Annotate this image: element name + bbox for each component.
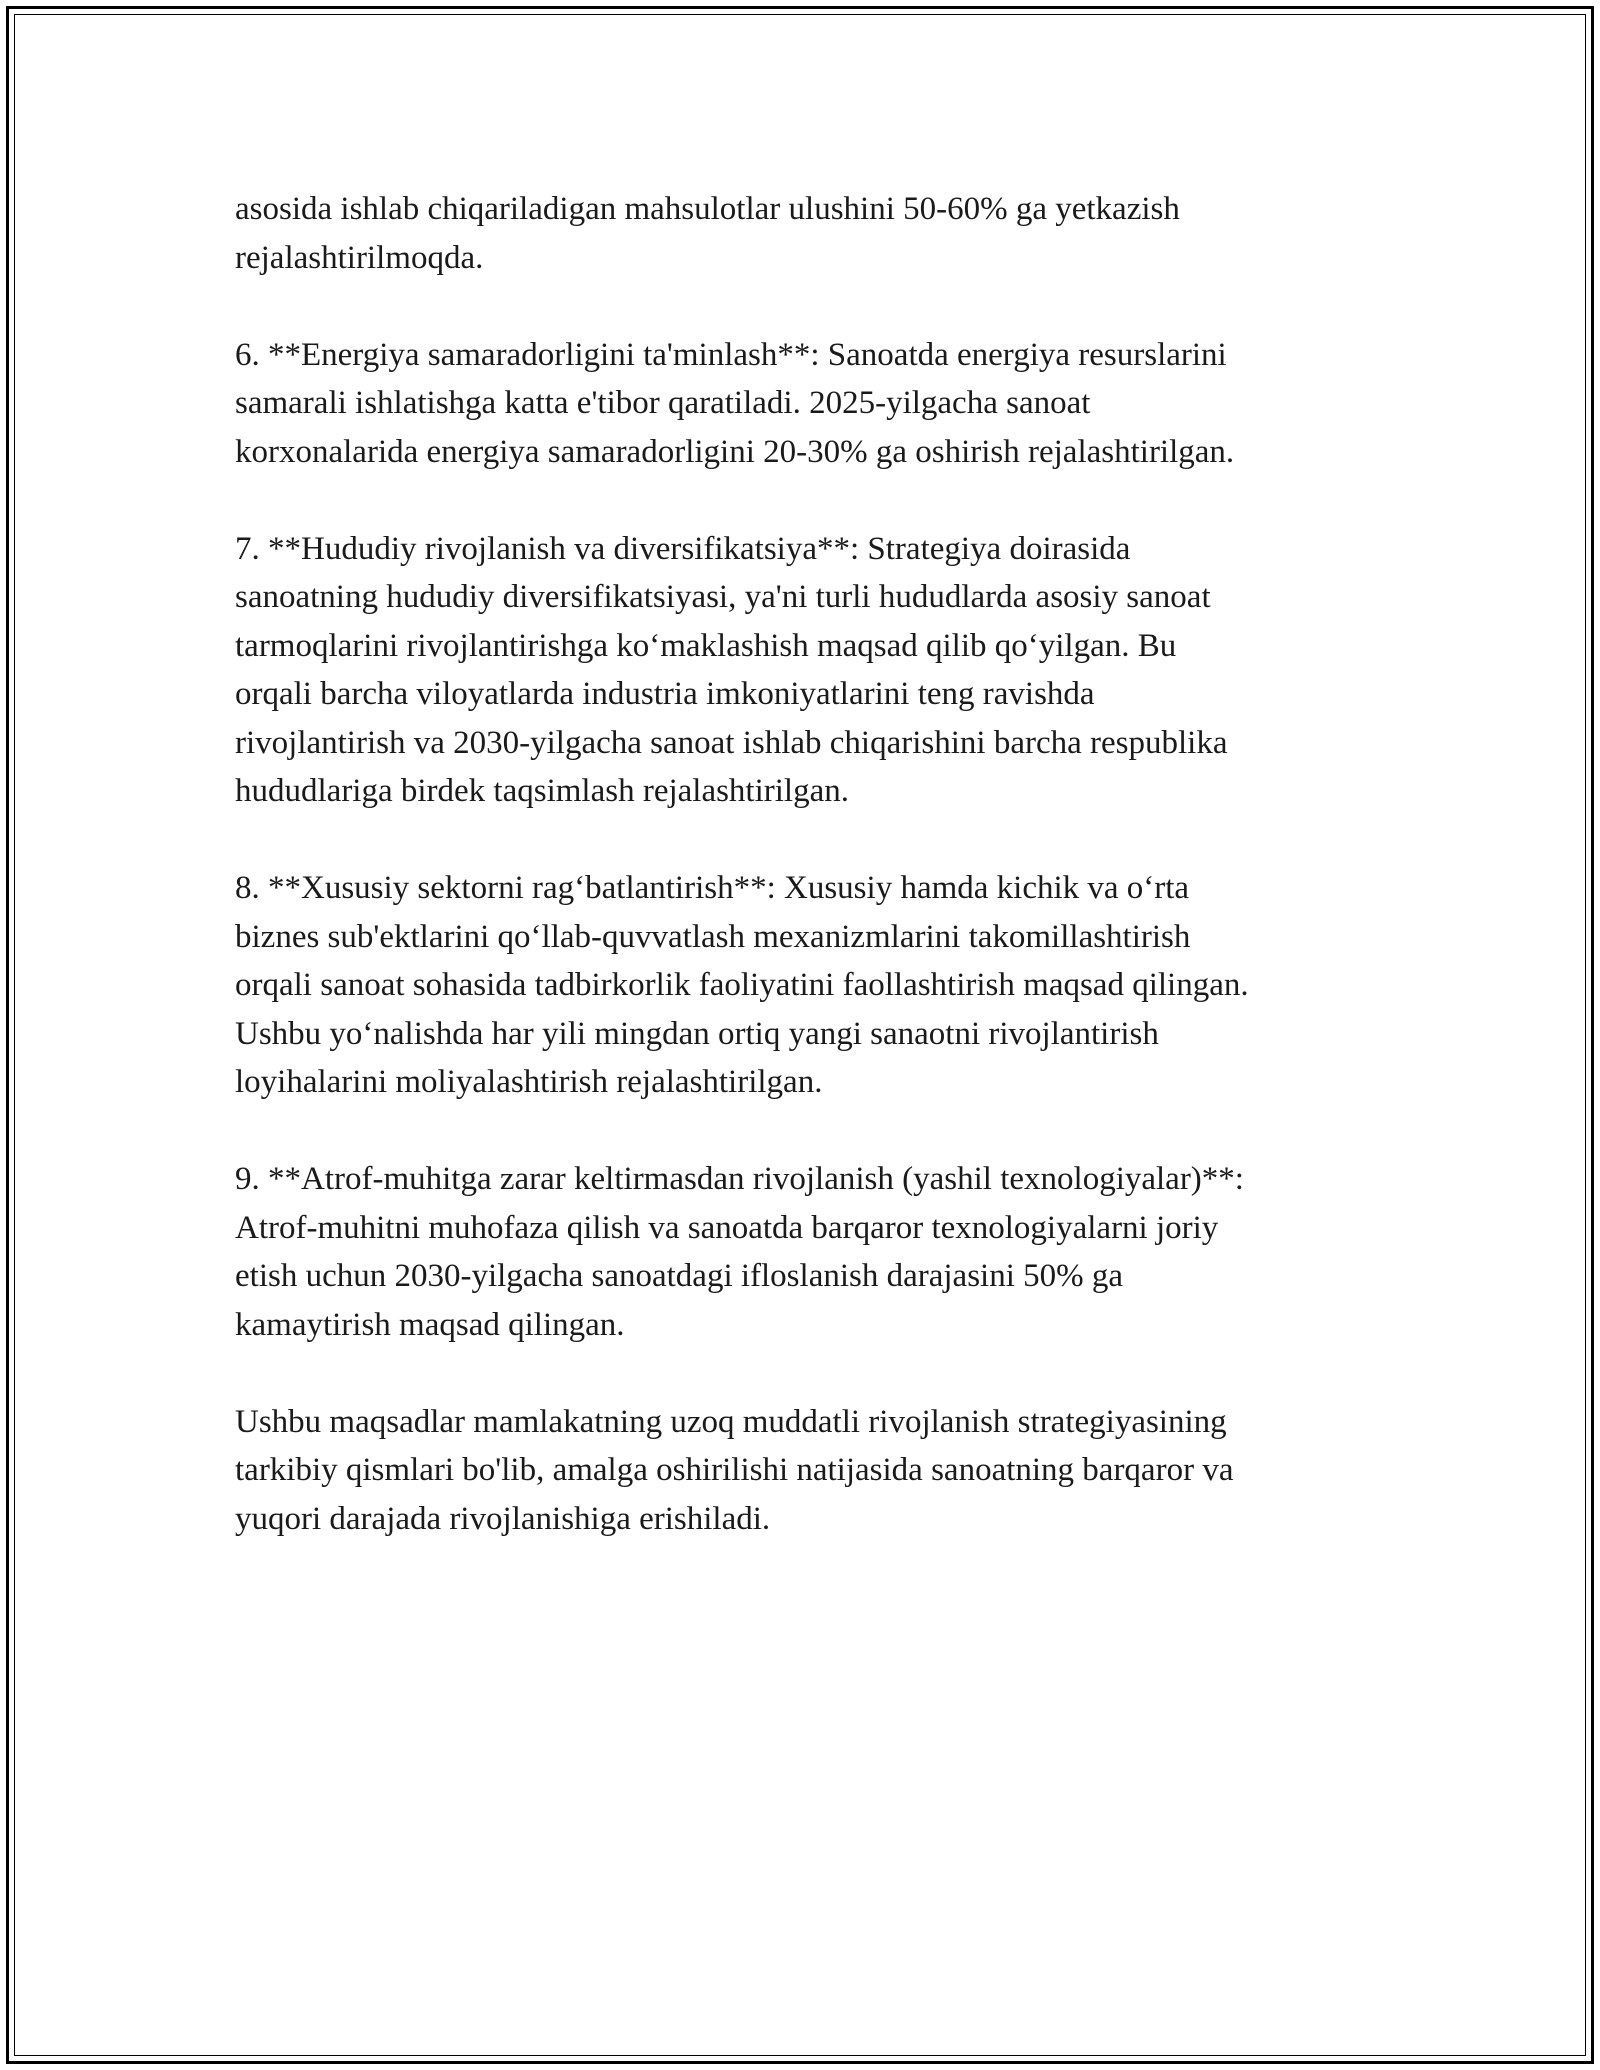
text-line: etish uchun 2030-yilgacha sanoatdagi ifloslanish darajasini 50% ga [235, 1258, 1124, 1294]
text-line: orqali barcha viloyatlarda industria imkoniyatlarini teng ravishda [235, 676, 1095, 712]
text-line: yuqori darajada rivojlanishiga erishiladi. [235, 1500, 771, 1537]
text-line: loyihalarini moliyalashtirish rejalashtirilgan. [235, 1064, 823, 1100]
paragraph-item-7 [235, 525, 1375, 816]
text-line: Ushbu maqsadlar mamlakatning uzoq muddatli rivojlanish strategiyasining [235, 1403, 1227, 1440]
text-line: 7. **Hududiy rivojlanish va diversifikatsiya**: Strategiya doirasida [235, 530, 1131, 567]
text-line: 6. **Energiya samaradorligini ta'minlash**: Sanoatda energiya resurslarini [235, 336, 1227, 373]
text-line: 8. **Xususiy sektorni rag‘batlantirish**: Xususiy hamda kichik va o‘rta [235, 870, 1190, 906]
text-line: sanoatning hududiy diversifikatsiyasi, ya'ni turli hududlarda asosiy sanoat [235, 579, 1211, 615]
text-line: hududlariga birdek taqsimlash rejalashtirilgan. [235, 773, 849, 809]
text-line: korxonalarida energiya samaradorligini 20-30% ga oshirish rejalashtirilgan. [235, 433, 1235, 470]
text-line: 9. **Atrof-muhitga zarar keltirmasdan rivojlanish (yashil texnologiyalar)**: [235, 1161, 1244, 1197]
text-line: Atrof-muhitni muhofaza qilish va sanoatda barqaror texnologiyalarni joriy [235, 1209, 1219, 1246]
paragraph-item-8 [235, 864, 1375, 1107]
paragraph-continuation [235, 185, 1375, 282]
text-line: tarkibiy qismlari bo'lib, amalga oshirilishi natijasida sanoatning barqaror va [235, 1452, 1234, 1488]
text-line: orqali sanoat sohasida tadbirkorlik faoliyatini faollashtirish maqsad qilingan. [235, 967, 1249, 1003]
paragraph-conclusion [235, 1398, 1375, 1544]
text-line: samarali ishlatishga katta e'tibor qaratiladi. 2025-yilgacha sanoat [235, 385, 1091, 421]
text-line: asosida ishlab chiqariladigan mahsulotlar ulushini 50-60% ga yetkazish [235, 191, 1180, 227]
document-body [235, 185, 1375, 1592]
text-line: kamaytirish maqsad qilingan. [235, 1306, 625, 1343]
text-line: rejalashtirilmoqda. [235, 239, 484, 276]
paragraph-item-6 [235, 331, 1375, 477]
paragraph-item-9 [235, 1155, 1375, 1349]
text-line: Ushbu yo‘nalishda har yili mingdan ortiq yangi sanaotni rivojlantirish [235, 1015, 1159, 1052]
text-line: tarmoqlarini rivojlantirishga ko‘maklashish maqsad qilib qo‘yilgan. Bu [235, 627, 1177, 664]
text-line: rivojlantirish va 2030-yilgacha sanoat ishlab chiqarishini barcha respublika [235, 724, 1228, 761]
text-line: biznes sub'ektlarini qo‘llab-quvvatlash mexanizmlarini takomillashtirish [235, 918, 1191, 955]
